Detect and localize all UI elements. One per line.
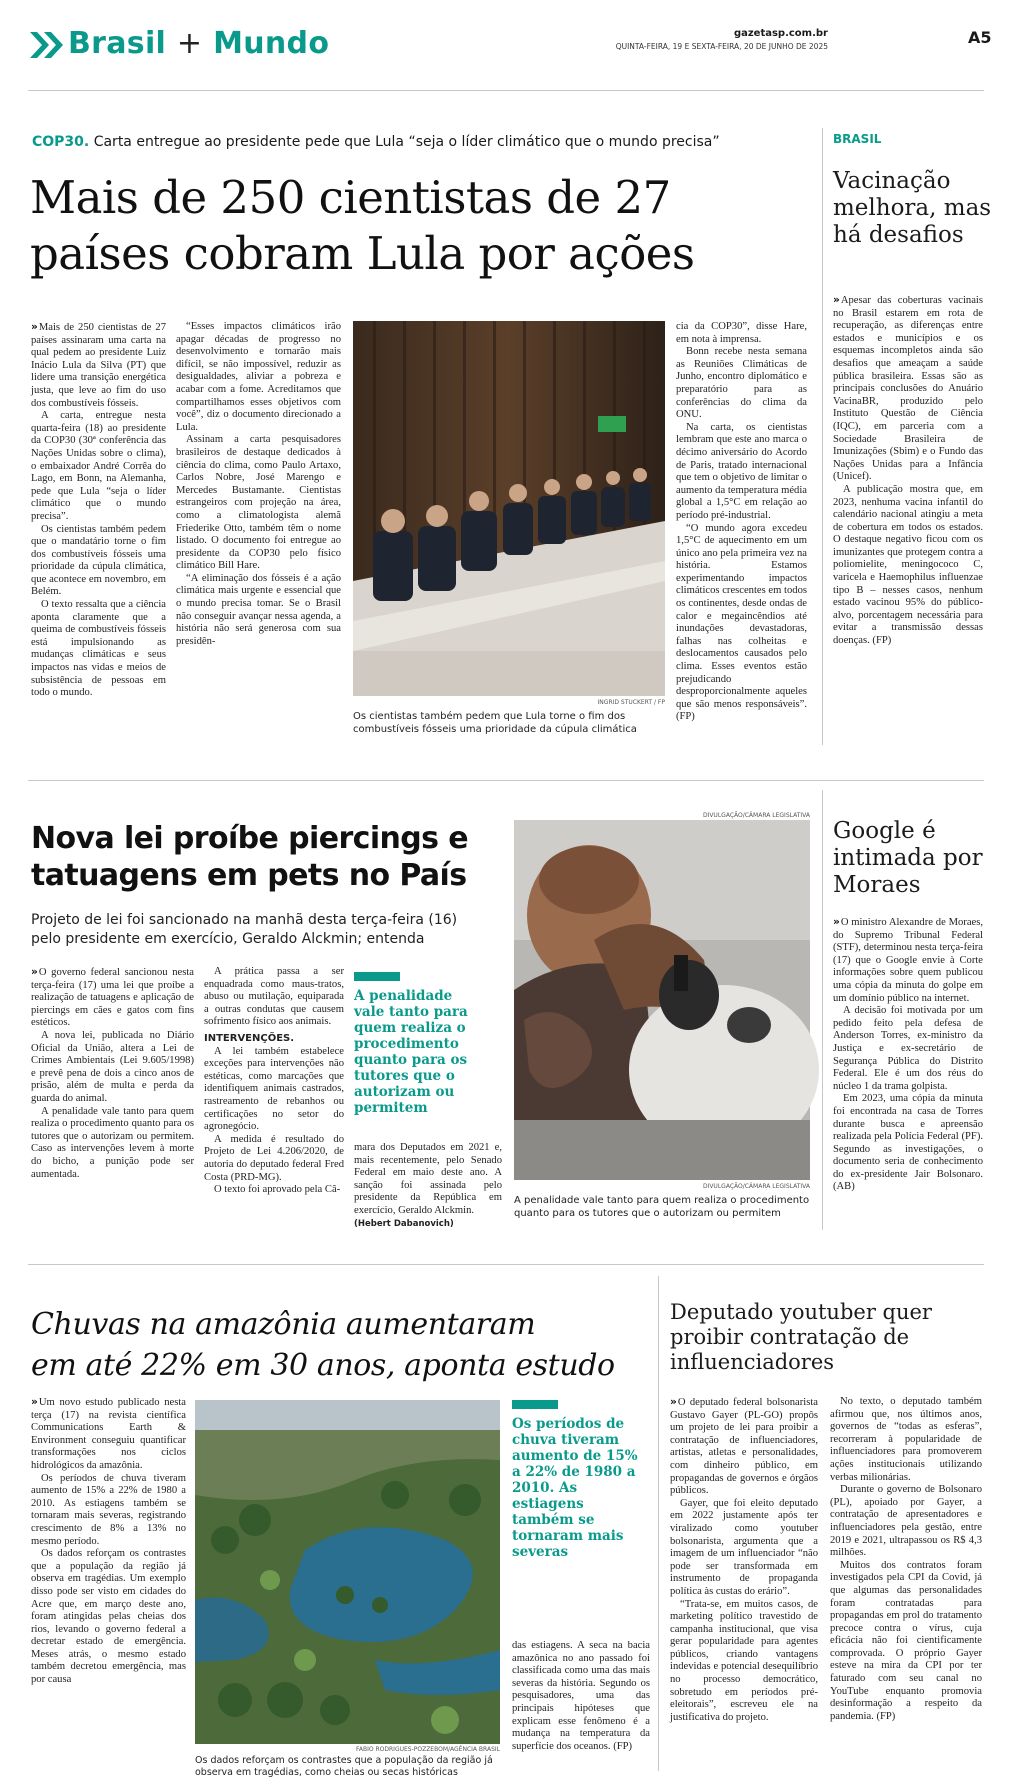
story2-caption: A penalidade vale tanto para quem realiza o procedimento quanto para os tutores que o autorizam ou permitem	[514, 1195, 810, 1219]
story2-column-3: mara dos Deputados em 2021 e, mais recentemente, pelo Senado Federal em maio deste ano. A sanção foi assinada pelo presidente da República em exercício, Geraldo Alckmin. (Hebert Dabanovich)	[354, 1142, 502, 1229]
section-plus: +	[176, 26, 203, 61]
story1-photo-credit: INGRID STUCKERT / FP	[597, 699, 665, 706]
side3-headline: Deputado youtuber quer proibir contratação de influenciadores	[670, 1300, 932, 1374]
side3-column-1: » O deputado federal bolsonarista Gustavo Gayer (PL-GO) propôs um projeto de lei para proibir a contratação de influenciadores, artistas, atletas e personalidades, com dinheiro público, em propagandas de governos e órgãos públicos. Gayer, que foi eleito deputado em 2022 justamente após ter viralizado como youtuber bolsonarista, argumenta que a imagem de um influenciador “não pode ser transformada em instrumento de propaganda política às custas do erário”. “Trata-se, em muitos casos, de marketing político travestido de campanha institucional, que visa gerar popularidade para agentes públicos, criando vantagens indevidas e potencial desequilíbrio no processo democrático, sobretudo em períodos pré-eleitorais”, escreveu ele na justificativa do projeto.	[670, 1396, 818, 1723]
story3-caption: Os dados reforçam os contrastes que a população da região já observa em tragédias, como cheias ou secas históricas	[195, 1755, 493, 1778]
section-name-left: Brasil	[68, 26, 167, 61]
story2-photo-credit-bottom: DIVULGAÇÃO/CÂMARA LEGISLATIVA	[702, 1183, 810, 1190]
story2-column-2: A prática passa a ser enquadrada como maus-tratos, abuso ou mutilação, equiparada a outras condutas que causem sofrimento físico aos animais. INTERVENÇÕES. A lei também estabelece exceções para intervenções não estéticas, como marcações que identifiquem animais castrados, rastreamento de rebanhos ou certificações no setor do agronegócio. A medida é resultado do Projeto de Lei 4.206/2020, de autoria do deputado federal Fred Costa (PRD-MG). O texto foi aprovado pela Câ-	[204, 966, 344, 1196]
page-number: A5	[968, 28, 992, 47]
story2-subhead: INTERVENÇÕES.	[204, 1032, 295, 1044]
story2-column-1: » O governo federal sancionou nesta terça-feira (17) uma lei que proíbe a realização de tatuagens e aplicação de piercings em cães e gatos com fins estéticos. A nova lei, publicada no Diário Oficial da União, altera a Lei de Crimes Ambientais (Lei 9.605/1998) e prevê pena de dois a cinco anos de prisão, além de multa e perda da guarda do animal. A penalidade vale tanto para quem realiza o procedimento quanto para os tutores que o autorizam ou permitem. Caso as intervenções levem à morte do bicho, a punição pode ser aumentada.	[31, 966, 194, 1180]
section-name-right: Mundo	[213, 26, 330, 61]
story3-pull-bar	[512, 1400, 558, 1409]
bullet-marker-icon: »	[31, 321, 36, 333]
bullet-marker-icon: »	[31, 966, 36, 978]
edition-date: QUINTA-FEIRA, 19 E SEXTA-FEIRA, 20 DE JUNHO DE 2025	[615, 42, 828, 51]
story1-photo	[353, 321, 665, 696]
story3-headline: Chuvas na amazônia aumentaram em até 22% em 30 anos, aponta estudo	[31, 1307, 615, 1383]
story2-headline: Nova lei proíbe piercings e tatuagens em pets no País	[31, 821, 468, 893]
bullet-marker-icon: »	[670, 1396, 675, 1408]
story1-deck: Carta entregue ao presidente pede que Lula “seja o líder climático que o mundo precisa”	[93, 134, 720, 150]
section-header	[28, 26, 448, 66]
side1-body: » Apesar das coberturas vacinais no Brasil estarem em rota de recuperação, as diferenças entre estados e municípios e os esquemas incompletos ainda são desafios que ameaçam a saúde pública brasileira. Essas são as principais conclusões do Anuário VacinaBR, produzido pelo Instituto Questão de Ciência (IQC), em parceria com a Sociedade Brasileira de Imunizações (Sbim) e o Fundo das Nações Unidas para a Infância (Unicef). A publicação mostra que, em 2023, nenhuma vacina infantil do calendário nacional atingiu a meta de cobertura em todos os estados. O destaque negativo ficou com os imunizantes que protegem contra a poliomielite, meningococo C, varicela e Haemophilus influenzae tipo B – nesses casos, nenhum estado vacinou 95% do público-alvo, porcentagem necessária para evitar a transmissão dessas doenças. (FP)	[833, 294, 983, 647]
bullet-marker-icon: »	[31, 1396, 36, 1408]
story1-column-3: cia da COP30”, disse Hare, em nota à imprensa. Bonn recebe nesta semana as Reuniões Climáticas de Junho, encontro diplomático e preparatório para as conferências do clima da ONU. Na carta, os cientistas lembram que este ano marca o décimo aniversário do Acordo de Paris, tratado internacional que tem o objetivo de limitar o aumento da temperatura média global a 1,5°C em relação ao período pré-industrial. “O mundo agora excedeu 1,5°C de aquecimento em um único ano pela primeira vez na história. Estamos experimentando impactos climáticos crescentes em todos os continentes, desde ondas de calor e megaincêndios até inundações devastadoras, falhas nas colheitas e deslocamentos causados pelo clima. Esses eventos estão prejudicando desproporcionalmente aqueles que são menos responsáveis”. (FP)	[676, 321, 807, 723]
side1-kicker: BRASIL	[833, 132, 882, 146]
side2-headline: Google é intimada por Moraes	[833, 818, 983, 898]
story3-column-1: » Um novo estudo publicado nesta terça (17) na revista científica Communications Earth & Environment conseguiu quantificar transformações nos ciclos hidrológicos da amazônia. Os períodos de chuva tiveram aumento de 15% a 22% de 1980 a 2010. As estiagens também se tornaram mais severas, registrando crescimento de 8% a 13% no mesmo período. Os dados reforçam os contrastes que a população da região já observa em tragédias. Um exemplo disso pode ser visto em cidades do Acre que, em março deste ano, foram atingidas pelas cheias dos rios, levando o governo federal a decretar estado de emergência. Meses atrás, o mesmo estado também decretou emergência, mas por causa	[31, 1396, 186, 1686]
story3-column-3: das estiagens. A seca na bacia amazônica no ano passado foi classificada como uma das mais severas da história. Segundo os pesquisadores, uma das principais hipóteses que explicam esse fenômeno é a mudança na temperatura da superfície dos oceanos. (FP)	[512, 1640, 650, 1752]
side1-headline: Vacinação melhora, mas há desafios	[833, 168, 992, 248]
story1-column-2: “Esses impactos climáticos irão apagar décadas de progresso no desenvolvimento e tornarão mais difícil, se não impossível, reduzir as desigualdades, aliviar a pobreza e acabar com a fome. Acreditamos que compartilhamos esses objetivos com você”, diz o documento direcionado a Lula. Assinam a carta pesquisadores brasileiros de destaque dedicados à ciência do clima, como Paulo Artaxo, Carlos Nobre, José Marengo e Mercedes Bustamante. Cientistas estrangeiros com projeção na área, como a climatologista alemã Friederike Otto, também têm o nome listado. O documento foi entregue ao presidente da COP30 pelo físico climático Bill Hare. “A eliminação dos fósseis é a ação climática mais urgente e essencial que o mundo precisa tomar. Se o Brasil não conseguir avançar nessa agenda, a história não será generosa com sua presidên-	[176, 321, 341, 647]
story1-headline: Mais de 250 cientistas de 27 países cobram Lula por ações	[30, 171, 695, 280]
story2-photo-credit-top: DIVULGAÇÃO/CÂMARA LEGISLATIVA	[702, 812, 810, 819]
story2-byline: (Hebert Dabanovich)	[354, 1218, 454, 1229]
bullet-marker-icon: »	[833, 294, 838, 306]
side2-body: » O ministro Alexandre de Moraes, do Supremo Tribunal Federal (STF), determinou nesta terça-feira (17) que o Google envie à Corte informações sobre quem publicou uma cópia da minuta do golpe em um domínio público na internet. A decisão foi motivada por um pedido feito pela defesa de Anderson Torres, ex-ministro da Justiça e ex-secretário de Segurança Pública do Distrito Federal. Ele é um dos réus do núcleo 1 da trama golpista. Em 2023, uma cópia da minuta foi encontrada na casa de Torres durante busca e apreensão realizada pela Polícia Federal (PF). Segundo as investigações, o documento seria de conhecimento do ex-presidente Jair Bolsonaro. (AB)	[833, 916, 983, 1193]
side3-column-2: No texto, o deputado também afirmou que, nos últimos anos, governos de “todas as esferas”, recorreram à popularidade de influenciadores para promoverem ações institucionais utilizando verbas milionárias. Durante o governo de Bolsonaro (PL), apoiado por Gayer, a contratação de apresentadores e influenciadores pela gestão, entre 2019 e 2021, ultrapassou os R$ 4,3 milhões. Muitos dos contratos foram investigados pela CPI da Covid, já que algumas das personalidades foram contratadas para propagandas em prol do tratamento precoce contra o vírus, cuja eficácia não foi cientificamente comprovada. O próprio Gayer esteve na mira da CPI por ter faturado com seu canal no YouTube enquanto promovia desinformação a respeito da pandemia. (FP)	[830, 1396, 982, 1722]
site-url: gazetasp.com.br	[733, 28, 828, 39]
story3-photo	[195, 1400, 500, 1744]
story1-kicker: COP30.	[32, 134, 90, 150]
story2-pullquote: A penalidade vale tanto para quem realiza o procedimento quanto para os tutores que o autorizam ou permitem	[354, 988, 468, 1116]
story2-pull-bar	[354, 972, 400, 981]
story1-caption: Os cientistas também pedem que Lula torne o fim dos combustíveis fósseis uma prioridade da cúpula climática	[353, 711, 637, 735]
story3-pullquote: Os períodos de chuva tiveram aumento de 15% a 22% de 1980 a 2010. As estiagens também se tornaram mais severas	[512, 1416, 638, 1560]
story1-column-1: » Mais de 250 cientistas de 27 países assinaram uma carta na qual pedem ao presidente Luiz Inácio Lula da Silva (PT) que lidere uma transição energética justa, que leve ao fim do uso dos combustíveis fósseis. A carta, entregue nesta quarta-feira (18) ao presidente da COP30 (30ª conferência das Nações Unidas sobre o clima), o embaixador André Corrêa do Lago, em Bonn, na Alemanha, pede que Lula “seja o líder climático que o mundo precisa”. Os cientistas também pedem que o mandatário torne o fim dos combustíveis fósseis uma prioridade da cúpula climática, que acontece em novembro, em Belém. O texto ressalta que a ciência aponta claramente que a queima de combustíveis fósseis está impulsionando as mudanças climáticas e seus impactos nas vidas e meios de subsistência de pessoas em todo o mundo.	[31, 321, 166, 699]
story2-photo	[514, 820, 810, 1180]
story2-deck: Projeto de lei foi sancionado na manhã desta terça-feira (16) pelo presidente em exercício, Geraldo Alckmin; entenda	[31, 912, 458, 947]
chevron-double-icon	[28, 30, 66, 64]
story3-photo-credit: FABIO RODRIGUES-POZZEBOM/AGÊNCIA BRASIL	[355, 1746, 500, 1753]
bullet-marker-icon: »	[833, 916, 838, 928]
story1-deck-line	[32, 134, 720, 150]
